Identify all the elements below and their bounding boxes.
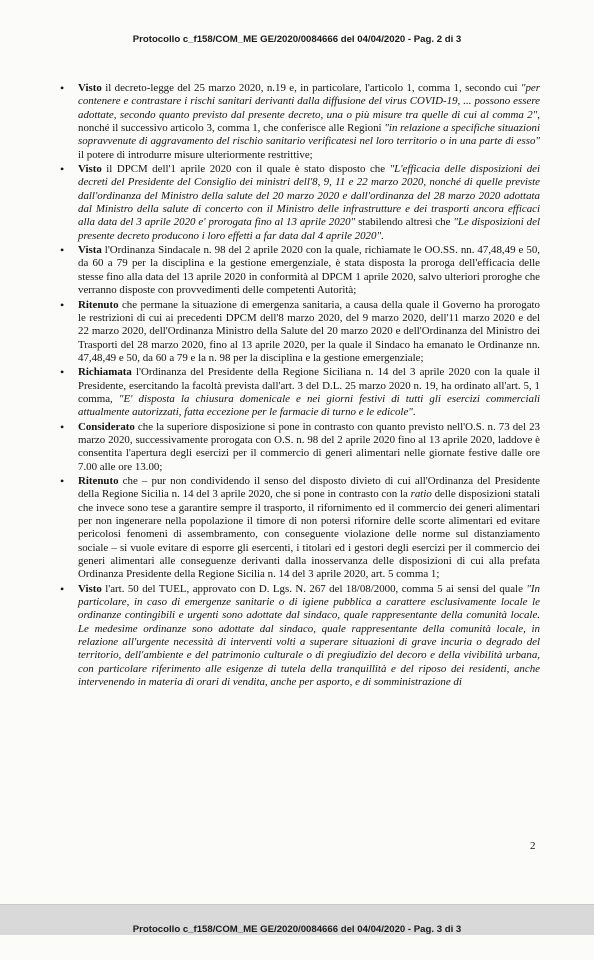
bullet-icon: •: [60, 81, 65, 95]
item-text: delle disposizioni statali che invece sono tese a garantire sempre il trasporto, il rifornimento ed il commercio dei generi alimentari per non ingenerare nella popolazione il timore di non potersi rifornire delle scorte alimentari ed evitare pericolosi fenomeni di assembramento, con conseguente violazione delle norme sul distanziamento sociale – si vuole evitare di esporre gli esercenti, i titolari ed i gestori degli esercizi per il commercio dei generi alimentari alle conseguenze derivanti dalla inosservanza delle disposizioni di cui alla prefata Ordinanza Presidente della Regione Sicilia n. 14 del 3 aprile 2020, art. 5 comma 1;: [78, 488, 540, 581]
item-text: il potere di introdurre misure ulteriormente restrittive;: [78, 148, 313, 161]
quoted-text: "Le disposizioni del presente decreto producono i loro effetti a far data dal 4 aprile 2020": [78, 216, 540, 242]
list-item: [60, 419, 540, 474]
bullet-icon: •: [60, 581, 65, 596]
page-header-protocol: Protocollo c_f158/COM_ME GE/2020/0084666 del 04/04/2020 - Pag. 2 di 3: [132, 34, 462, 45]
quoted-text: "in relazione a specifiche situazioni sopravvenute di aggravamento del rischio sanitario verificatesi nel loro territorio o in una parte di esso": [78, 122, 540, 148]
item-text: che – pur non condividendo il senso del disposto divieto di cui all'Ordinanza del Presidente della Regione Sicilia n. 14 del 3 aprile 2020, che si pone in contrasto con la: [78, 474, 540, 501]
list-item: [60, 365, 540, 419]
item-lead: Ritenuto: [78, 298, 119, 311]
bullet-icon: •: [60, 473, 65, 488]
bullet-icon: •: [60, 243, 65, 258]
item-text: il decreto-legge del 25 marzo 2020, n.19 e, in particolare, l'articolo 1, comma 1, secondo cui: [101, 82, 521, 94]
quoted-text: "In particolare, in caso di emergenze sanitarie o di igiene pubblica a carattere esclusivamente locale le ordinanze contingibili e urgenti sono adottate dal sindaco, quale rappresentante della comunità locale. Le medesime ordinanze sono adottate dal sindaco, quale rappresentante della comunità locale, in relazione all'urgente necessità di interventi volti a superare situazioni di grave incuria o degrado del territorio, dell'ambiente e del patrimonio culturale o di pregiudizio del decoro e della vivibilità urbana, con particolare riferimento alle esigenze di tutela della tranquillità e del riposo dei residenti, anche intervenendo in materia di orari di vendita, anche per asporto, e di somministrazione di: [78, 582, 540, 689]
item-lead: Visto: [78, 82, 102, 94]
item-text: .: [381, 229, 384, 242]
next-page-header-protocol: Protocollo c_f158/COM_ME GE/2020/0084666 del 04/04/2020 - Pag. 3 di 3: [132, 924, 462, 935]
quoted-text: "L'efficacia delle disposizioni dei decreti del Presidente del Consiglio dei ministri dell'8, 9, 11 e 22 marzo 2020, nonché di quelle previste dall'ordinanza del Ministro della salute del 20 marzo 2020 e dall'ordinanza del 28 marzo 2020 adottata dal Ministro della salute di concerto con il Ministro delle infrastrutture e dei trasporti ancora efficaci alla data del 3 aprile 2020 e' prorogata fino al 13 aprile 2020": [78, 163, 540, 229]
quoted-text: ratio: [410, 488, 432, 501]
item-text: l'art. 50 del TUEL, approvato con D. Lgs. N. 267 del 18/08/2000, comma 5 ai sensi del quale: [101, 582, 527, 595]
item-text: che permane la situazione di emergenza sanitaria, a causa della quale il Governo ha prorogato le restrizioni di cui ai precedenti DPCM dell'8 marzo 2020, del 9 marzo 2020, dell'11 marzo 2020 e del 22 marzo 2020, dell'Ordinanza Ministro della Salute del 20 marzo 2020 e dell'Ordinanza del Ministro dei Trasporti del 28 marzo 2020, fino al 13 aprile 2020, per la quale il Sindaco ha emanato le Ordinanze nn. 47,48,49 e 50, da 60 a 79 e la n. 98 per la disciplina e la gestione emergenziale;: [78, 298, 540, 364]
quoted-text: "E' disposta la chiusura domenicale e nei giorni festivi di tutti gli esercizi commerciali attualmente autorizzati, fatta eccezione per le farmacie di turno e le edicole": [78, 392, 540, 419]
list-item: [60, 81, 540, 162]
list-item: [60, 473, 540, 582]
item-lead: Richiamata: [78, 366, 132, 379]
item-text: .: [412, 406, 416, 419]
item-text: che la superiore disposizione si pone in contrasto con quanto previsto nell'O.S. n. 73 del 23 marzo 2020, successivamente prorogata con O.S. n. 98 del 2 aprile 2020 fino al 13 aprile 2020, laddove è consentita l'apertura degli esercizi per il commercio di generi alimentari nelle giornate festive dalle ore 7.00 alle ore 13.00;: [78, 420, 540, 473]
quoted-text: "per contenere e contrastare i rischi sanitari derivanti dalla diffusione del virus COVID-19, ... possono essere adottate, secondo quanto previsto dal presente decreto, una o più misure tra quelle di cui al comma 2": [78, 82, 540, 121]
list-item: [60, 162, 540, 243]
bullet-icon: •: [60, 419, 65, 434]
item-text: il DPCM dell'1 aprile 2020 con il quale è stato disposto che: [101, 163, 390, 176]
list-item: [60, 297, 540, 366]
item-lead: Ritenuto: [78, 474, 119, 487]
item-lead: Considerato: [78, 420, 135, 433]
item-lead: Visto: [78, 163, 102, 176]
bullet-icon: •: [60, 365, 65, 380]
item-text: l'Ordinanza del Presidente della Regione Siciliana n. 14 del 3 aprile 2020 con la quale il Presidente, esercitando la facoltà prevista dall'art. 3 del D.L. 25 marzo 2020 n. 19, ha ordinato all'art. 5, 1 comma,: [78, 366, 540, 405]
item-text: l'Ordinanza Sindacale n. 98 del 2 aprile 2020 con la quale, richiamate le OO.SS. nn. 47,48,49 e 50, da 60 a 79 per la disciplina e la gestione emergenziale, è stata disposta la proroga dell'efficacia delle stesse fino alla data del 13 aprile 2020 in conformità al DPCM 1 aprile 2020, salvo ulteriori proroghe che verranno disposte con provvedimenti delle competenti Autorità;: [78, 244, 540, 297]
premises-list: [60, 81, 540, 690]
item-lead: Vista: [78, 244, 102, 257]
item-text: stabilendo altresì che: [355, 216, 454, 229]
bullet-icon: •: [60, 297, 65, 312]
bullet-icon: •: [60, 162, 65, 177]
page-number: 2: [530, 840, 536, 852]
item-lead: Visto: [78, 582, 102, 595]
item-text: , nonché il successivo articolo 3, comma 1, che conferisce alle Regioni: [78, 108, 540, 135]
list-item: [60, 243, 540, 297]
list-item: [60, 581, 540, 690]
